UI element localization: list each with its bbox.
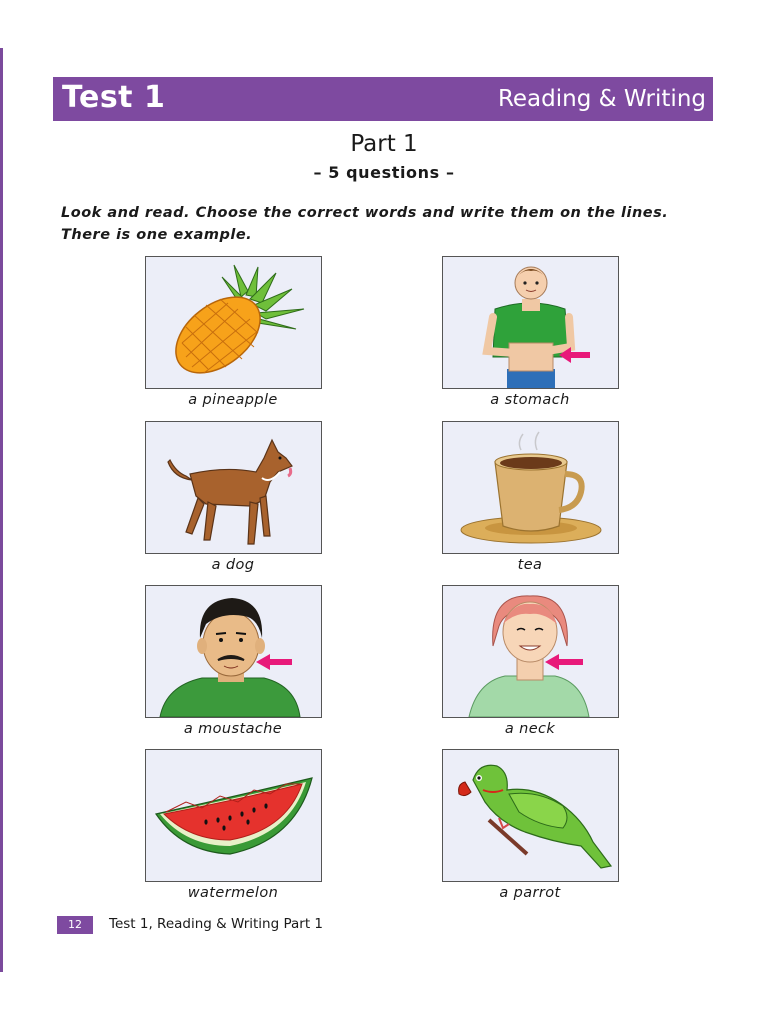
footer-text: Test 1, Reading & Writing Part 1 (109, 916, 323, 932)
caption-dog: a dog (211, 557, 255, 573)
pineapple-card (145, 256, 322, 389)
neck-card (442, 585, 619, 718)
moustache-icon (146, 586, 321, 717)
test-title: Test 1 (62, 80, 166, 115)
watermelon-icon (146, 750, 321, 881)
section-title: Reading & Writing (497, 86, 706, 112)
dog-card (145, 421, 322, 554)
parrot-card (442, 749, 619, 882)
instructions (61, 202, 701, 246)
caption-pineapple: a pineapple (188, 392, 278, 408)
caption-parrot: a parrot (499, 885, 561, 901)
stomach-icon (443, 257, 618, 388)
neck-icon (443, 586, 618, 717)
caption-neck: a neck (504, 721, 556, 737)
caption-tea: tea (517, 557, 543, 573)
moustache-card (145, 585, 322, 718)
tea-icon (443, 422, 618, 553)
parrot-icon (443, 750, 618, 881)
pineapple-icon (146, 257, 321, 388)
header-banner (53, 77, 713, 121)
caption-moustache: a moustache (183, 721, 283, 737)
stomach-card (442, 256, 619, 389)
instruction-line-2: There is one example. (61, 227, 253, 243)
watermelon-card (145, 749, 322, 882)
dog-icon (146, 422, 321, 553)
part-title: Part 1 (350, 131, 418, 157)
instruction-line-1: Look and read. Choose the correct words and write them on the lines. (61, 205, 669, 221)
caption-watermelon: watermelon (187, 885, 279, 901)
question-count: – 5 questions – (313, 163, 455, 182)
caption-stomach: a stomach (490, 392, 570, 408)
page-edge-bar (0, 48, 3, 972)
page-number: 12 (57, 916, 93, 934)
tea-card (442, 421, 619, 554)
